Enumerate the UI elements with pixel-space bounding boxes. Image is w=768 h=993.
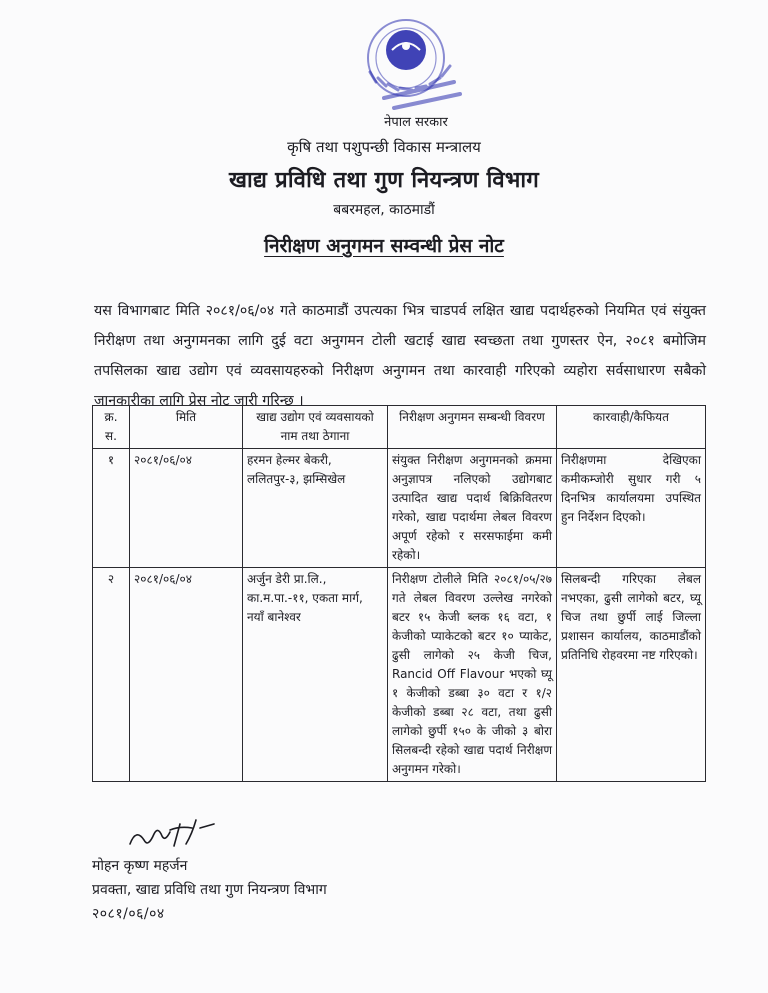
cell-sn: १	[93, 449, 130, 568]
ministry-name: कृषि तथा पशुपन्छी विकास मन्त्रालय	[287, 138, 481, 156]
issue-date: २०८१/०६/०४	[92, 906, 165, 922]
spokesperson-name: मोहन कृष्ण महर्जन	[92, 858, 188, 874]
header-business: खाद्य उद्योग एवं व्यवसायको नाम तथा ठेगाना	[243, 406, 388, 449]
cell-details: निरीक्षण टोलीले मिति २०८१/०५/२७ गते लेबल विवरण उल्लेख नगरेको बटर १५ केजी ब्लक १६ वटा, १ केजीको प्याकेटको बटर १० प्याकेट, ढुसी लागेको २५ केजी चिज, Rancid Off Flavour भएको घ्यू १ केजीको डब्बा ३० वटा र १/२ केजीको डब्बा २८ वटा, तथा ढुसी लागेको छुर्पी १५० के जीको ३ बोरा सिलबन्दी रहेको खाद्य पदार्थ निरीक्षण अनुगमन गरेको।	[388, 568, 557, 782]
government-label: नेपाल सरकार	[384, 115, 448, 130]
cell-action: निरीक्षणमा देखिएका कमीकम्जोरी सुधार गरी ५ दिनभित्र कार्यालयमा उपस्थित हुन निर्देशन दिएको।	[557, 449, 706, 568]
cell-sn: २	[93, 568, 130, 782]
header-details: निरीक्षण अनुगमन सम्बन्धी विवरण	[388, 406, 557, 449]
table-row	[93, 449, 706, 568]
table-header-row	[93, 406, 706, 449]
header-sn: क्र. स.	[93, 406, 130, 449]
header-date: मिति	[130, 406, 243, 449]
cell-details: संयुक्त निरीक्षण अनुगमनको क्रममा अनुज्ञापत्र नलिएको उद्योगबाट उत्पादित खाद्य पदार्थ बिक्रिवितरण गरेको, खाद्य पदार्थमा लेबल विवरण अपूर्ण रहेको र सरसफाईमा कमी रहेको।	[388, 449, 557, 568]
cell-date: २०८१/०६/०४	[130, 449, 243, 568]
department-name: खाद्य प्रविधि तथा गुण नियन्त्रण विभाग	[228, 168, 540, 193]
header-action: कारवाही/कैफियत	[557, 406, 706, 449]
department-address: बबरमहल, काठमाडौं	[333, 202, 435, 218]
spokesperson-role: प्रवक्ता, खाद्य प्रविधि तथा गुण नियन्त्रण विभाग	[92, 882, 327, 898]
cell-business: अर्जुन डेरी प्रा.लि., का.म.पा.-११, एकता मार्ग, नयाँ बानेश्वर	[243, 568, 388, 782]
cell-date: २०८१/०६/०४	[130, 568, 243, 782]
handwritten-signature-icon	[110, 808, 230, 858]
table-row	[93, 568, 706, 782]
signature	[110, 808, 230, 858]
cell-business: हरमन हेल्मर बेकरी, ललितपुर-३, झम्सिखेल	[243, 449, 388, 568]
cell-action: सिलबन्दी गरिएका लेबल नभएका, ढुसी लागेको बटर, घ्यू चिज तथा छुर्पी लाई जिल्ला प्रशासन कार्यालय, काठमाडौंको प्रतिनिधि रोहवरमा नष्ट गरिएको।	[557, 568, 706, 782]
intro-paragraph: यस विभागबाट मिति २०८१/०६/०४ गते काठमाडौं उपत्यका भित्र चाडपर्व लक्षित खाद्य पदार्थहरुको नियमित एवं संयुक्त निरीक्षण तथा अनुगमनका लागि दुई वटा अनुगमन टोली खटाई खाद्य स्वच्छता तथा गुणस्तर ऐन, २०८१ बमोजिम तपसिलका खाद्य उद्योग एवं व्यवसायहरुको निरीक्षण अनुगमन तथा कारवाही गरिएको व्यहोरा सर्वसाधारण सबैको जानकारीका लागि प्रेस नोट जारी गरिन्छ ।	[94, 303, 706, 410]
inspection-table	[92, 405, 706, 782]
document-title: निरीक्षण अनुगमन सम्वन्धी प्रेस नोट	[264, 235, 504, 257]
